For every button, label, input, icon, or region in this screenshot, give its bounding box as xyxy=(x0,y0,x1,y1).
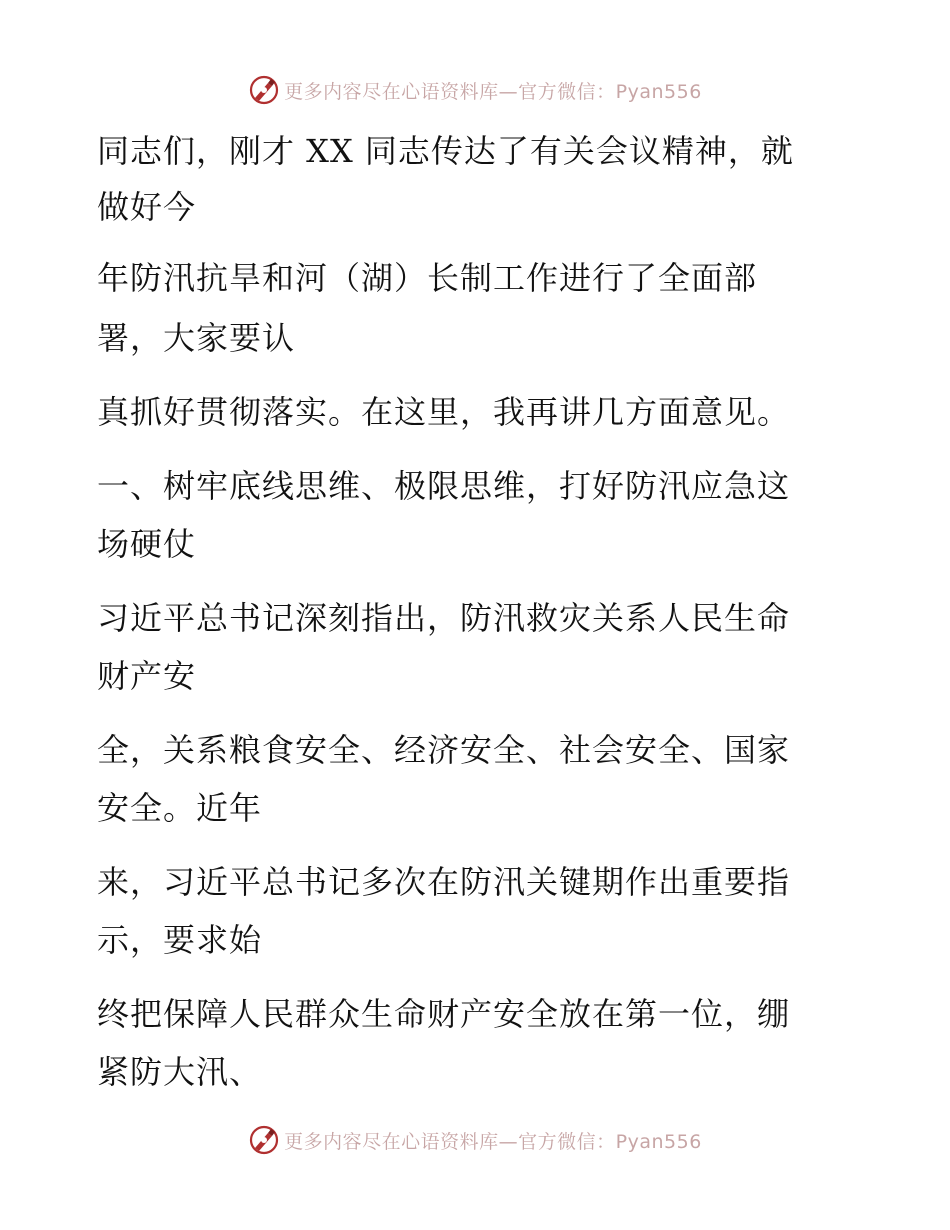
section-heading: 一、树牢底线思维、极限思维，打好防汛应急这 xyxy=(97,467,791,505)
body-line: 全，关系粮食安全、经济安全、社会安全、国家 xyxy=(97,731,791,769)
pen-logo-icon xyxy=(248,1124,280,1156)
body-line: 示，要求始 xyxy=(97,921,263,959)
body-line: 场硬仗 xyxy=(97,525,197,563)
body-line: 署，大家要认 xyxy=(97,319,296,357)
footer-banner xyxy=(0,1118,950,1162)
body-line: 习近平总书记深刻指出，防汛救灾关系人民生命 xyxy=(97,599,791,637)
body-line: 紧防大汛、 xyxy=(97,1053,263,1091)
footer-banner-text: 更多内容尽在心语资料库—官方微信：Pyan556 xyxy=(284,1130,702,1153)
body-line: 安全。近年 xyxy=(97,789,263,827)
body-line: 终把保障人民群众生命财产安全放在第一位，绷 xyxy=(97,995,791,1033)
body-line: 年防汛抗旱和河（湖）长制工作进行了全面部 xyxy=(97,259,758,297)
body-line: 真抓好贯彻落实。在这里，我再讲几方面意见。 xyxy=(97,393,791,431)
header-banner-text: 更多内容尽在心语资料库—官方微信：Pyan556 xyxy=(284,80,702,103)
body-line: 做好今 xyxy=(97,188,197,226)
body-line: 来，习近平总书记多次在防汛关键期作出重要指 xyxy=(97,863,791,901)
body-line: 同志们，刚才 XX 同志传达了有关会议精神，就 xyxy=(97,132,794,170)
body-line: 财产安 xyxy=(97,657,197,695)
